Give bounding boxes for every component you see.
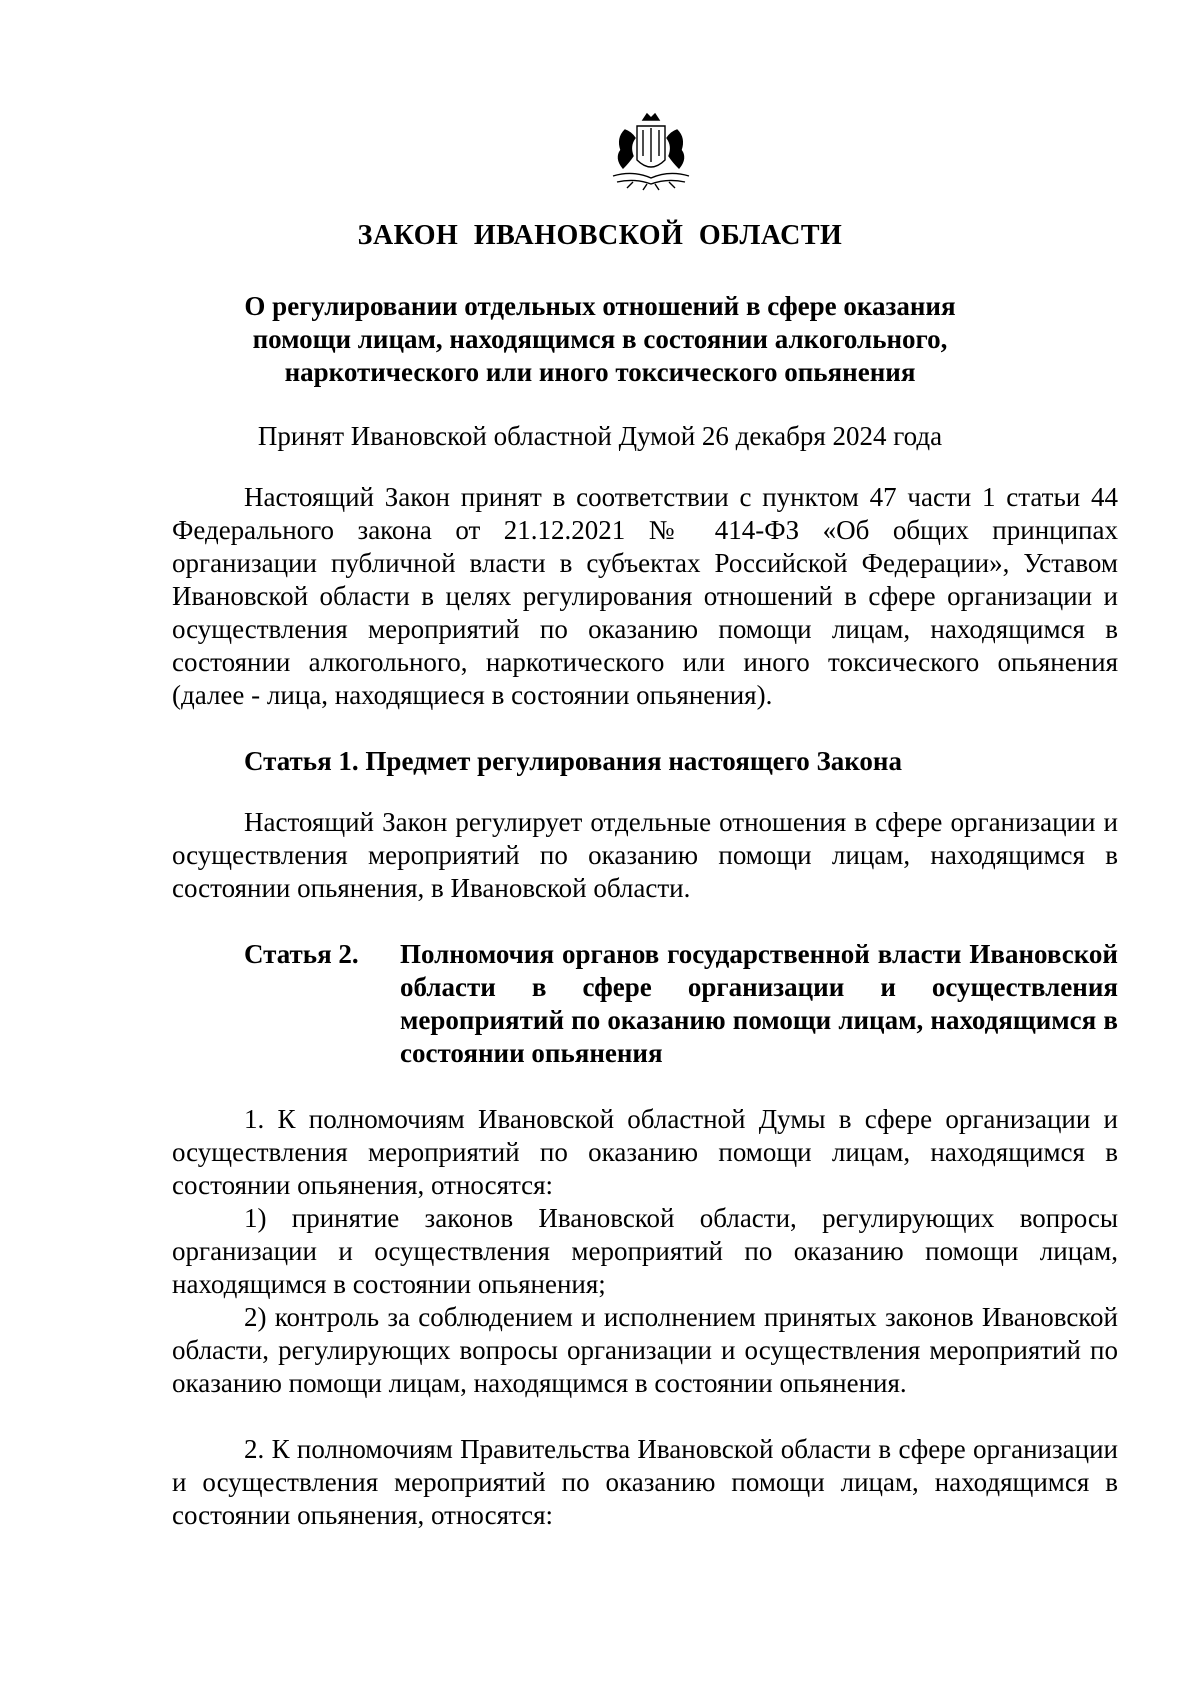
coat-of-arms-icon (603, 112, 699, 194)
adoption-line: Принят Ивановской областной Думой 26 декабря 2024 года (257, 421, 943, 451)
article-1-heading: Статья 1. Предмет регулирования настоящего Закона (244, 746, 902, 776)
article-2-paragraph-1: 1. К полномочиям Ивановской областной Думы в сфере организации и осуществления мероприятий по оказанию помощи лицам, находящимся в состоянии опьянения, относятся: (172, 1104, 1118, 1200)
article-2-paragraph-2: 2. К полномочиям Правительства Ивановской области в сфере организации и осуществления мероприятий по оказанию помощи лицам, находящимся в состоянии опьянения, относятся: (172, 1434, 1118, 1530)
article-2-item-2: 2) контроль за соблюдением и исполнением принятых законов Ивановской области, регулирующих вопросы организации и осуществления мероприятий по оказанию помощи лицам, находящимся в состоянии опьянения. (172, 1302, 1118, 1398)
preamble-paragraph: Настоящий Закон принят в соответствии с пунктом 47 части 1 статьи 44 Федерального закона от 21.12.2021 № 414-ФЗ «Об общих принципах организации публичной власти в субъектах Российской Федерации», Уставом Ивановской области в целях регулирования отношений в сфере организации и осуществления мероприятий по оказанию помощи лицам, находящимся в состоянии алкогольного, наркотического или иного токсического опьянения (далее - лица, находящиеся в состоянии опьянения). (172, 482, 1118, 710)
law-subject: О регулировании отдельных отношений в сфере оказания помощи лицам, находящимся в состоянии алкогольного, наркотического или иного токсического опьянения (244, 291, 956, 387)
law-title: ЗАКОН ИВАНОВСКОЙ ОБЛАСТИ (357, 220, 843, 251)
article-2-item-1: 1) принятие законов Ивановской области, регулирующих вопросы организации и осуществления мероприятий по оказанию помощи лицам, находящимся в состоянии опьянения; (172, 1203, 1118, 1299)
article-2-number: Статья 2. (244, 939, 359, 969)
article-2-heading (244, 938, 1118, 1070)
article-2-name: Полномочия органов государственной власти Ивановской области в сфере организации и осуществления мероприятий по оказанию помощи лицам, находящимся в состоянии опьянения (400, 939, 1118, 1068)
article-1-text: Настоящий Закон регулирует отдельные отношения в сфере организации и осуществления мероприятий по оказанию помощи лицам, находящимся в состоянии опьянения, в Ивановской области. (172, 807, 1118, 903)
